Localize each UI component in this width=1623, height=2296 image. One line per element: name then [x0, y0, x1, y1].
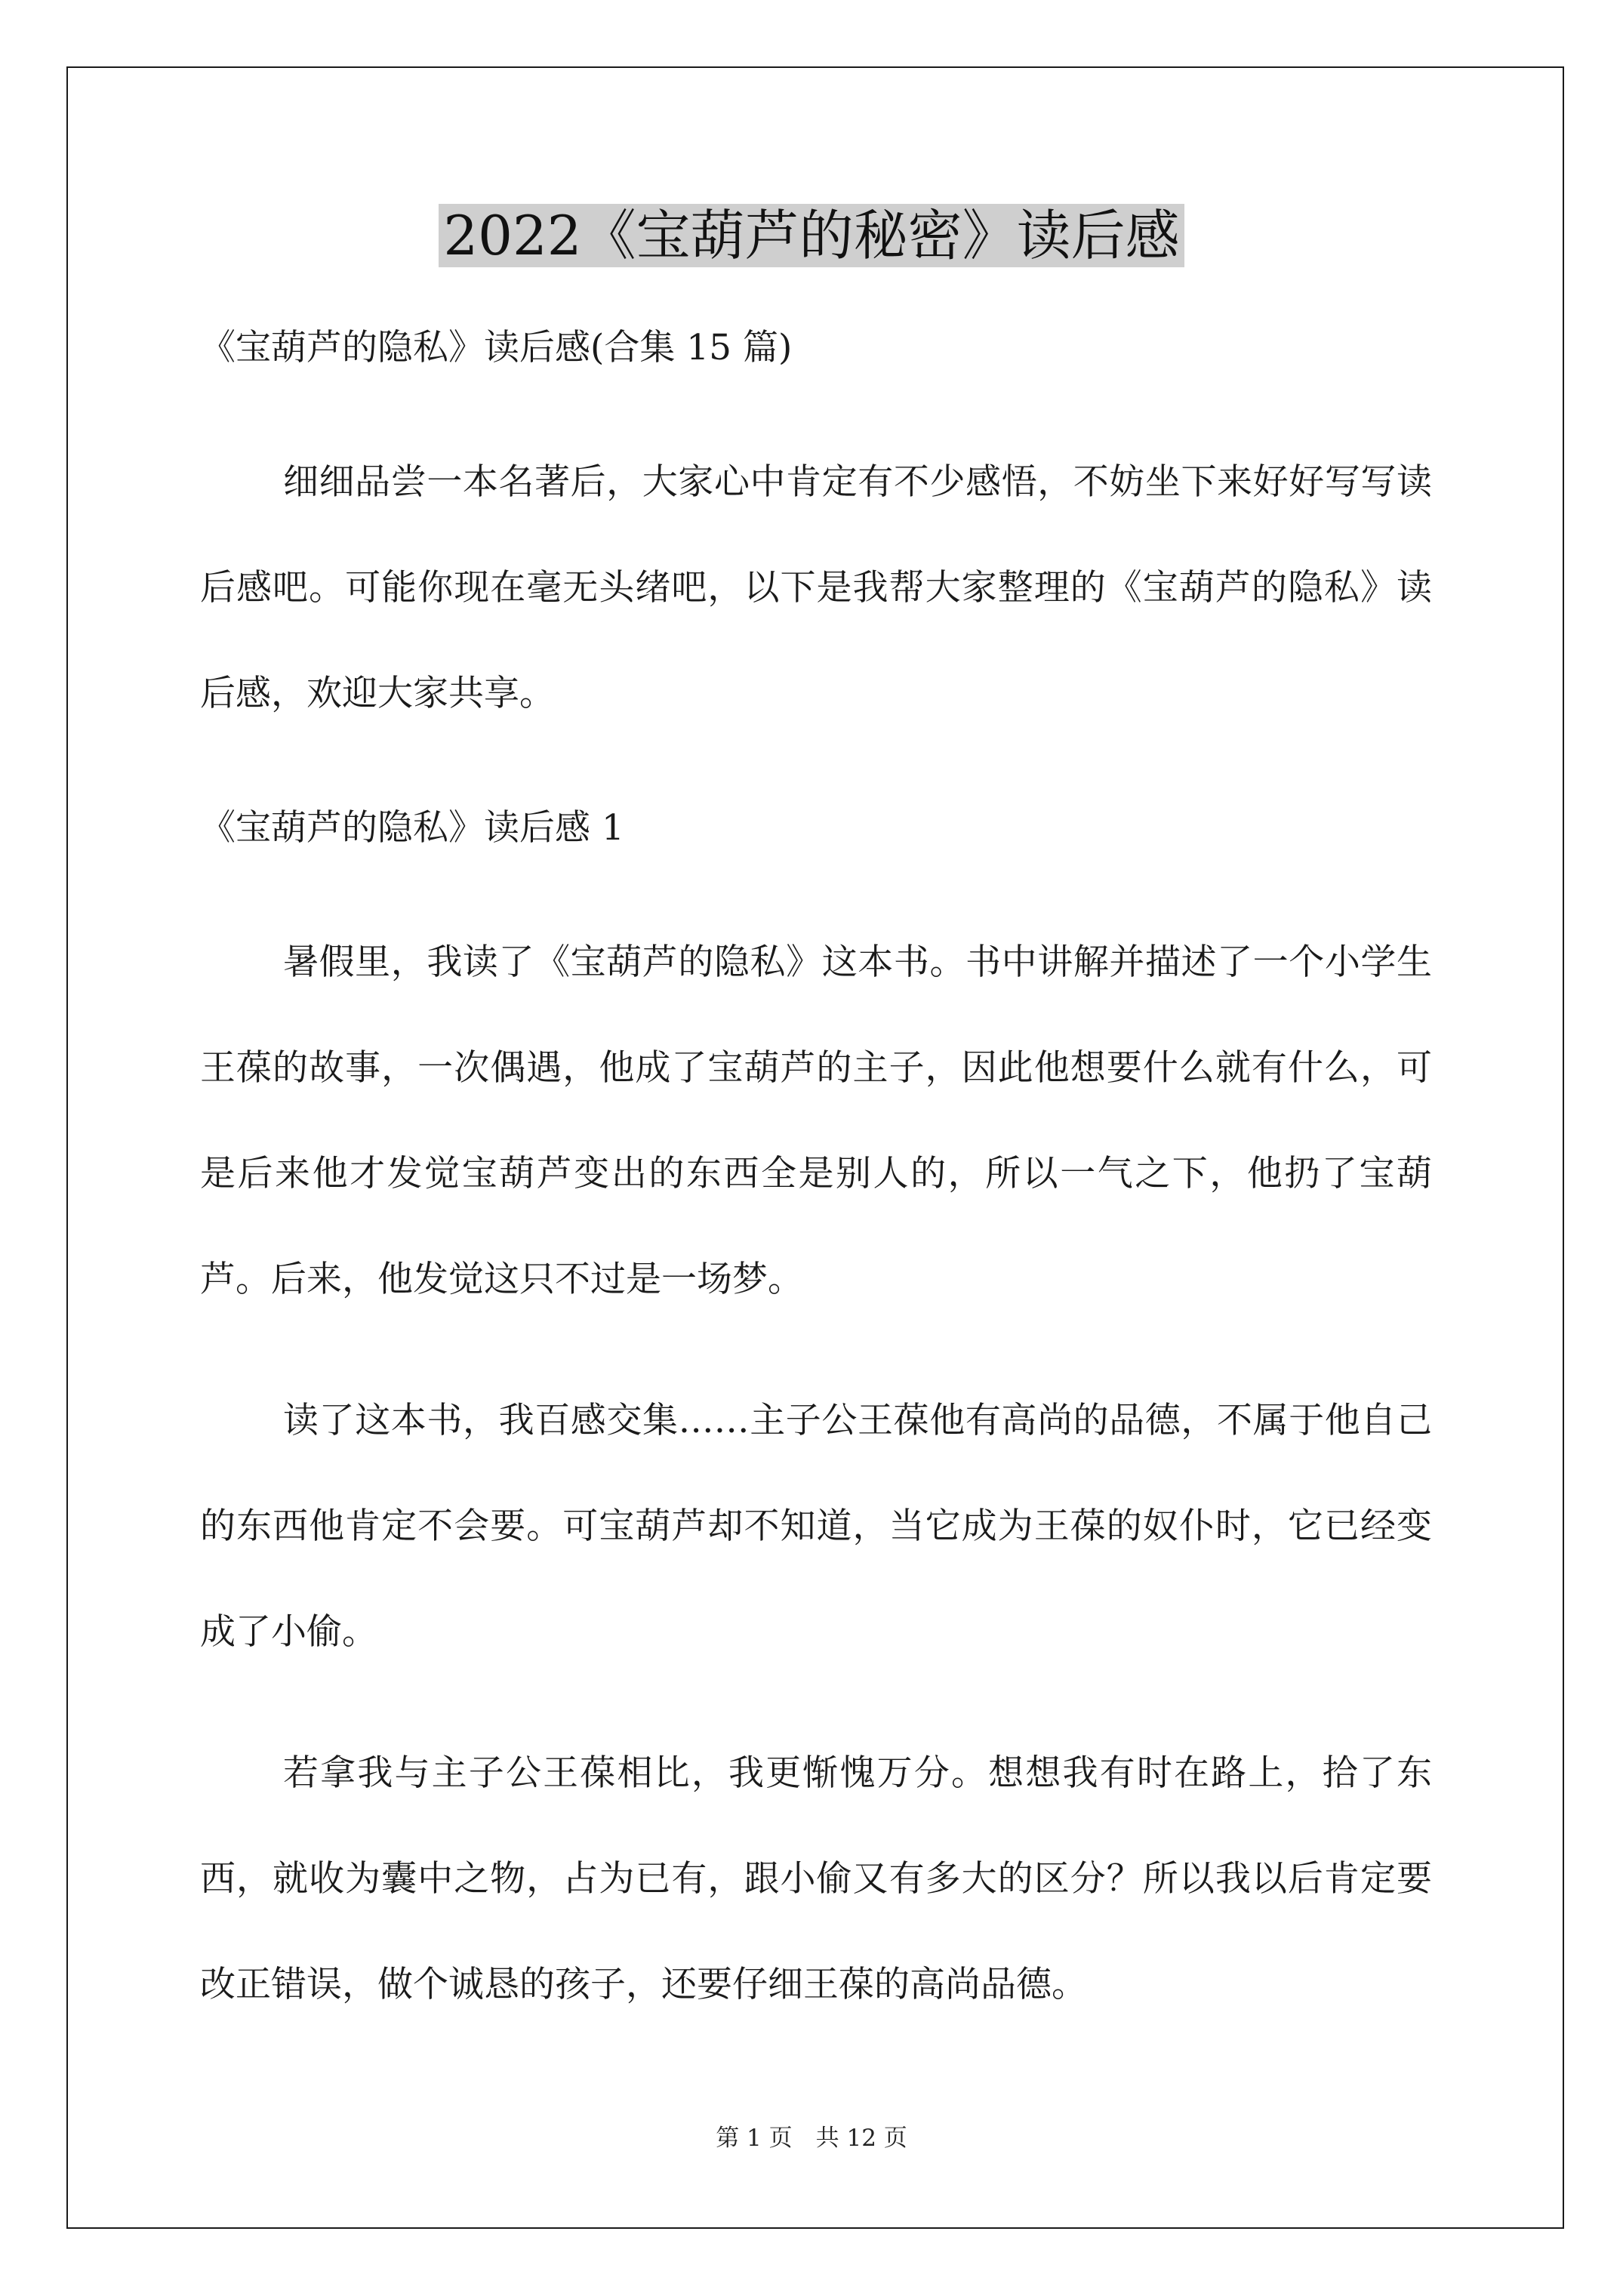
intro-paragraph: 细细品尝一本名著后，大家心中肯定有不少感悟，不妨坐下来好好写写读后感吧。可能你现在毫无头绪吧，以下是我帮大家整理的《宝葫芦的隐私》读后感，欢迎大家共享。 — [200, 461, 1432, 714]
section-heading: 《宝葫芦的隐私》读后感 1 — [200, 807, 624, 849]
document-body — [200, 302, 1432, 2073]
document-title-text: 2022《宝葫芦的秘密》读后感 — [439, 204, 1184, 267]
page-footer: 第 1 页 共 12 页 — [716, 2125, 907, 2152]
body-paragraph-1: 暑假里，我读了《宝葫芦的隐私》这本书。书中讲解并描述了一个小学生王葆的故事，一次偶遇，他成了宝葫芦的主子，因此他想要什么就有什么，可是后来他才发觉宝葫芦变出的东西全是别人的，所以一气之下，他扔了宝葫芦。后来，他发觉这只不过是一场梦。 — [200, 942, 1432, 1300]
document-title — [0, 198, 1623, 273]
body-paragraph-3: 若拿我与主子公王葆相比，我更惭愧万分。想想我有时在路上，拾了东西，就收为囊中之物，占为已有，跟小偷又有多大的区分？所以我以后肯定要改正错误，做个诚恳的孩子，还要仔细王葆的高尚品德。 — [200, 1752, 1432, 2005]
document-subtitle: 《宝葫芦的隐私》读后感(合集 15 篇) — [200, 327, 793, 368]
body-paragraph-2: 读了这本书，我百感交集……主子公王葆他有高尚的品德，不属于他自己的东西他肯定不会要。可宝葫芦却不知道，当它成为王葆的奴仆时，它已经变成了小偷。 — [200, 1400, 1432, 1653]
